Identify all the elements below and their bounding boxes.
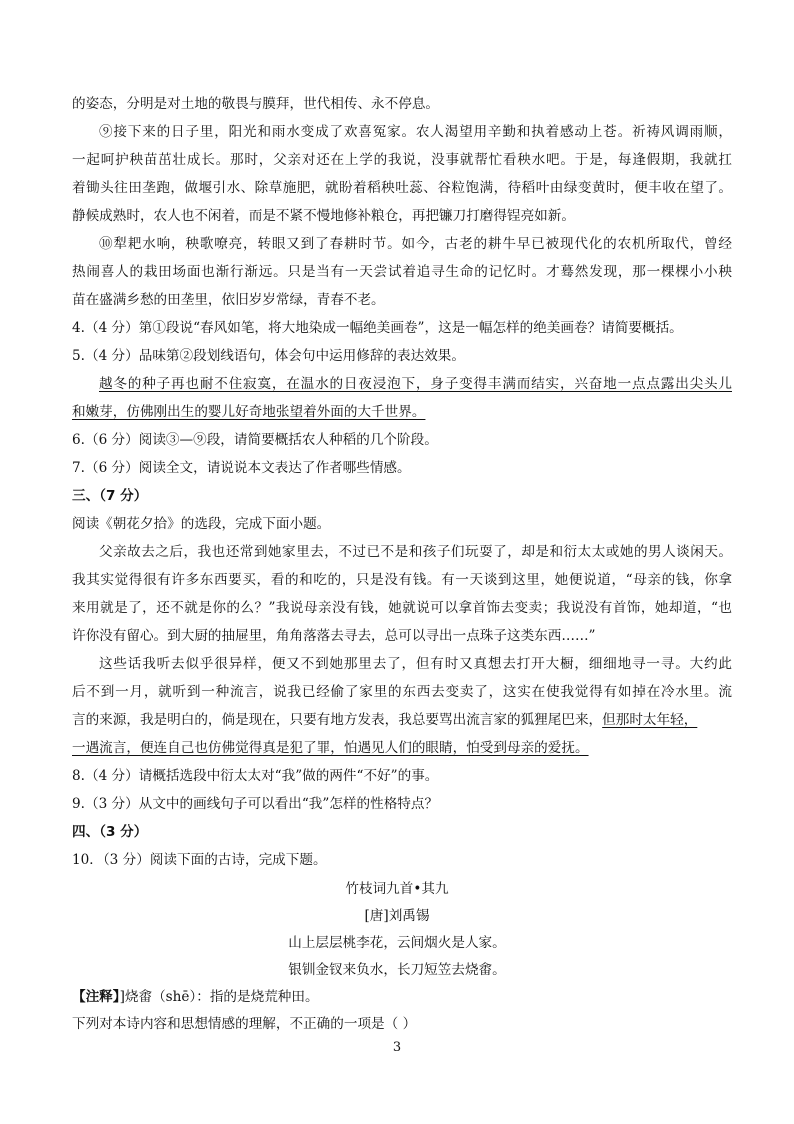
question-7: 7.（6 分）阅读全文，请说说本文表达了作者哪些情感。 [72,460,411,476]
underlined-sentence: 越冬的种子再也耐不住寂寞，在温水的日夜浸泡下，身子变得丰满而结实，兴奋地一点点露出尖头儿 [99,376,732,392]
excerpt-line: 我其实觉得很有许多东西要买，看的和吃的，只是没有钱。有一天谈到这里，她便说道，“母亲的钱，你拿 [72,572,732,588]
paragraph-10-line: ⑩犁耙水响，秧歌嘹亮，转眼又到了春耕时节。如今，古老的耕牛早已被现代化的农机所取代，曾经 [99,236,732,252]
question-9: 9.（3 分）从文中的画线句子可以看出“我”怎样的性格特点？ [72,796,439,812]
poem-author: [唐]刘禹锡 [364,908,430,924]
excerpt-line: 这些话我听去似乎很异样，便又不到她那里去了，但有时又真想去打开大橱，细细地寻一寻。大约此 [99,656,732,672]
excerpt-line [72,710,732,730]
question-10: 10．（3 分）阅读下面的古诗，完成下题。 [72,852,327,868]
underlined-sentence: 但那时太年轻， [602,712,698,728]
underlined-sentence: 和嫩芽，仿佛刚出生的婴儿好奇地张望着外面的大千世界。 [72,404,426,420]
question-10-stem: 下列对本诗内容和思想情感的理解，不正确的一项是（ ） [72,1016,417,1032]
excerpt-line: 父亲故去之后，我也还常到她家里去，不过已不是和孩子们玩耍了，却是和衍太太或她的男人谈闲天。 [99,544,732,560]
excerpt-line: 后不到一月，就听到一种流言，说我已经偷了家里的东西去变卖了，这实在使我觉得有如掉在冷水里。流 [72,684,732,700]
excerpt-line: 许你没有留心。到大厨的抽屉里，角角落落去寻去，总可以寻出一点珠子这类东西……” [72,628,596,644]
paragraph-9-line: 静候成熟时，农人也不闲着，而是不紧不慢地修补粮仓，再把镰刀打磨得锃亮如新。 [72,208,575,224]
question-8: 8.（4 分）请概括选段中衍太太对“我”做的两件“不好”的事。 [72,768,439,784]
poem-line: 山上层层桃李花，云间烟火是人家。 [288,935,506,951]
question-4: 4.（4 分）第①段说“春风如笔，将大地染成一幅绝美画卷”，这是一幅怎样的绝美画卷？请简要概括。 [72,320,683,336]
poem-note [72,987,732,1007]
section-3-heading: 三、（7 分） [72,488,148,504]
paragraph-9-line: ⑨接下来的日子里，阳光和雨水变成了欢喜冤家。农人渴望用辛勤和执着感动上苍。祈祷风调雨顺， [99,124,732,140]
page-number: 3 [392,1040,402,1055]
section-3-intro: 阅读《朝花夕拾》的选段，完成下面小题。 [72,516,331,532]
excerpt-text: 言的来源，我是明白的，倘是现在，只要有地方发表，我总要骂出流言家的狐狸尾巴来， [72,712,603,728]
poem-line: 银钏金钗来负水，长刀短笠去烧畬。 [288,962,506,978]
paragraph-10-line: 苗在盛满乡愁的田垄里，依旧岁岁常绿，青春不老。 [72,292,385,308]
excerpt-line: 来用就是了，还不就是你的么？”我说母亲没有钱，她就说可以拿首饰去变卖；我说没有首饰，她却道，“也 [72,600,732,616]
underlined-sentence: 一遇流言，便连自己也仿佛觉得真是犯了罪，怕遇见人们的眼睛，怕受到母亲的爱抚。 [72,740,589,756]
section-4-heading: 四、（3 分） [72,824,148,840]
paragraph-9-line: 着锄头往田垄跑，做堰引水、除草施肥，就盼着稻秧吐蕊、谷粒饱满，待稻叶由绿变黄时，便丰收在望了。 [72,180,732,196]
paragraph-10-line: 热闹喜人的栽田场面也渐行渐远。只是当有一天尝试着追寻生命的记忆时。才蓦然发现，那一棵棵小小秧 [72,264,732,280]
poem-title: 竹枝词九首•其九 [345,881,449,897]
text-line: 的姿态，分明是对土地的敬畏与膜拜，世代相传、永不停息。 [72,96,440,112]
question-5: 5.（4 分）品味第②段划线语句，体会句中运用修辞的表达效果。 [72,348,465,364]
question-6: 6.（6 分）阅读③—⑨段，请简要概括农人种稻的几个阶段。 [72,432,438,448]
paragraph-9-line: 一起呵护秧苗茁壮成长。那时，父亲对还在上学的我说，没事就帮忙看秧水吧。于是，每逢假期，我就扛 [72,152,732,168]
note-text: ]烧畬（shē）：指的是烧荒种田。 [119,989,319,1005]
note-label: 【注释】 [72,989,120,1005]
